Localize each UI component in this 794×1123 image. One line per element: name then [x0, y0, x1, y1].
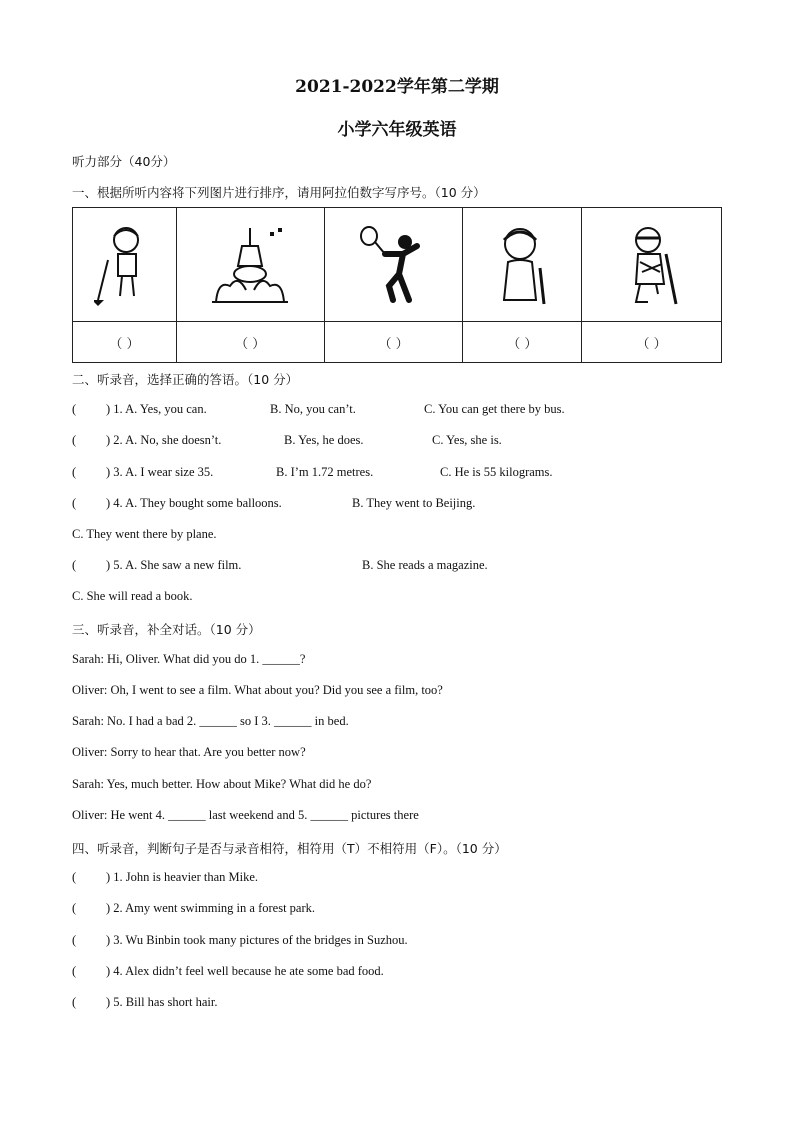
- answer-paren[interactable]: (: [72, 995, 77, 1009]
- boy-sweeping-icon: [94, 224, 154, 306]
- question-2-4: [72, 496, 722, 511]
- answer-paren[interactable]: (: [72, 558, 77, 572]
- picture-cell-2: [176, 208, 324, 322]
- option-c: C. You can get there by bus.: [424, 402, 565, 416]
- option-b: B. She reads a magazine.: [362, 558, 488, 572]
- dialogue-line-6: Oliver: He went 4. ______ last weekend and 5. ______ pictures there: [72, 808, 419, 822]
- section2-heading: 二、听录音，选择正确的答语。（10 分）: [72, 372, 299, 387]
- answer-paren[interactable]: (: [72, 870, 77, 884]
- picture-cell-3: [324, 208, 463, 322]
- picture-table: [72, 207, 722, 363]
- dialogue-line-4: Oliver: Sorry to hear that. Are you better now?: [72, 745, 306, 759]
- judgement-text: ) 1. John is heavier than Mike.: [106, 870, 259, 884]
- section1-heading: 一、根据所听内容将下列图片进行排序，请用阿拉伯数字写序号。（10 分）: [72, 185, 486, 200]
- question-stem: ) 4. A. They bought some balloons.: [106, 496, 282, 510]
- judgement-item-5: [72, 995, 217, 1010]
- section4-heading: 四、听录音，判断句子是否与录音相符，相符用（T）不相符用（F）。（10 分）: [72, 841, 507, 856]
- question-2-5-option-c: C. She will read a book.: [72, 589, 193, 603]
- question-stem: ) 2. A. No, she doesn’t.: [106, 433, 222, 447]
- option-b: B. They went to Beijing.: [352, 496, 476, 510]
- picture-cell-4: [463, 208, 582, 322]
- exam-subtitle: 小学六年级英语: [337, 120, 457, 140]
- question-stem: ) 3. A. I wear size 35.: [106, 465, 214, 479]
- answer-blank-5[interactable]: （ ）: [582, 322, 722, 363]
- question-2-1: [72, 402, 722, 417]
- answer-blank-2[interactable]: （ ）: [176, 322, 324, 363]
- option-b: B. I’m 1.72 metres.: [276, 465, 374, 479]
- judgement-text: ) 4. Alex didn’t feel well because he ate some bad food.: [106, 964, 384, 978]
- judgement-item-2: [72, 901, 315, 916]
- dialogue-line-1: Sarah: Hi, Oliver. What did you do 1. ______?: [72, 652, 306, 666]
- question-2-2: [72, 433, 722, 448]
- pagoda-icon: [208, 224, 292, 306]
- picture-cell-1: [73, 208, 177, 322]
- badminton-player-icon: [359, 224, 429, 306]
- answer-paren[interactable]: (: [72, 433, 77, 447]
- question-stem: ) 5. A. She saw a new film.: [106, 558, 242, 572]
- question-2-3: [72, 465, 722, 480]
- answer-paren[interactable]: (: [72, 465, 77, 479]
- picture-cell-5: [582, 208, 722, 322]
- option-b: B. No, you can’t.: [270, 402, 356, 416]
- answer-paren[interactable]: (: [72, 933, 77, 947]
- dialogue-line-5: Sarah: Yes, much better. How about Mike? What did he do?: [72, 777, 372, 791]
- injured-man-crutch-icon: [620, 224, 684, 306]
- answer-blank-1[interactable]: （ ）: [73, 322, 177, 363]
- answer-paren[interactable]: (: [72, 496, 77, 510]
- answer-paren[interactable]: (: [72, 964, 77, 978]
- dialogue-line-2: Oliver: Oh, I went to see a film. What about you? Did you see a film, too?: [72, 683, 443, 697]
- judgement-item-4: [72, 964, 384, 979]
- answer-paren[interactable]: (: [72, 402, 77, 416]
- option-b: B. Yes, he does.: [284, 433, 364, 447]
- answer-blank-4[interactable]: （ ）: [463, 322, 582, 363]
- question-stem: ) 1. A. Yes, you can.: [106, 402, 207, 416]
- question-2-5: [72, 558, 722, 573]
- option-c: C. He is 55 kilograms.: [440, 465, 553, 479]
- judgement-item-1: [72, 870, 258, 885]
- dialogue-line-3: Sarah: No. I had a bad 2. ______ so I 3. ______ in bed.: [72, 714, 349, 728]
- judgement-text: ) 5. Bill has short hair.: [106, 995, 218, 1009]
- judgement-item-3: [72, 933, 408, 948]
- listening-label: 听力部分（40分）: [72, 154, 176, 169]
- grandmother-icon: [490, 224, 554, 306]
- exam-title: 2021-2022学年第二学期: [295, 77, 499, 97]
- answer-blank-3[interactable]: （ ）: [324, 322, 463, 363]
- option-c: C. Yes, she is.: [432, 433, 502, 447]
- judgement-text: ) 3. Wu Binbin took many pictures of the bridges in Suzhou.: [106, 933, 408, 947]
- answer-paren[interactable]: (: [72, 901, 77, 915]
- section3-heading: 三、听录音，补全对话。（10 分）: [72, 622, 261, 637]
- question-2-4-option-c: C. They went there by plane.: [72, 527, 217, 541]
- judgement-text: ) 2. Amy went swimming in a forest park.: [106, 901, 315, 915]
